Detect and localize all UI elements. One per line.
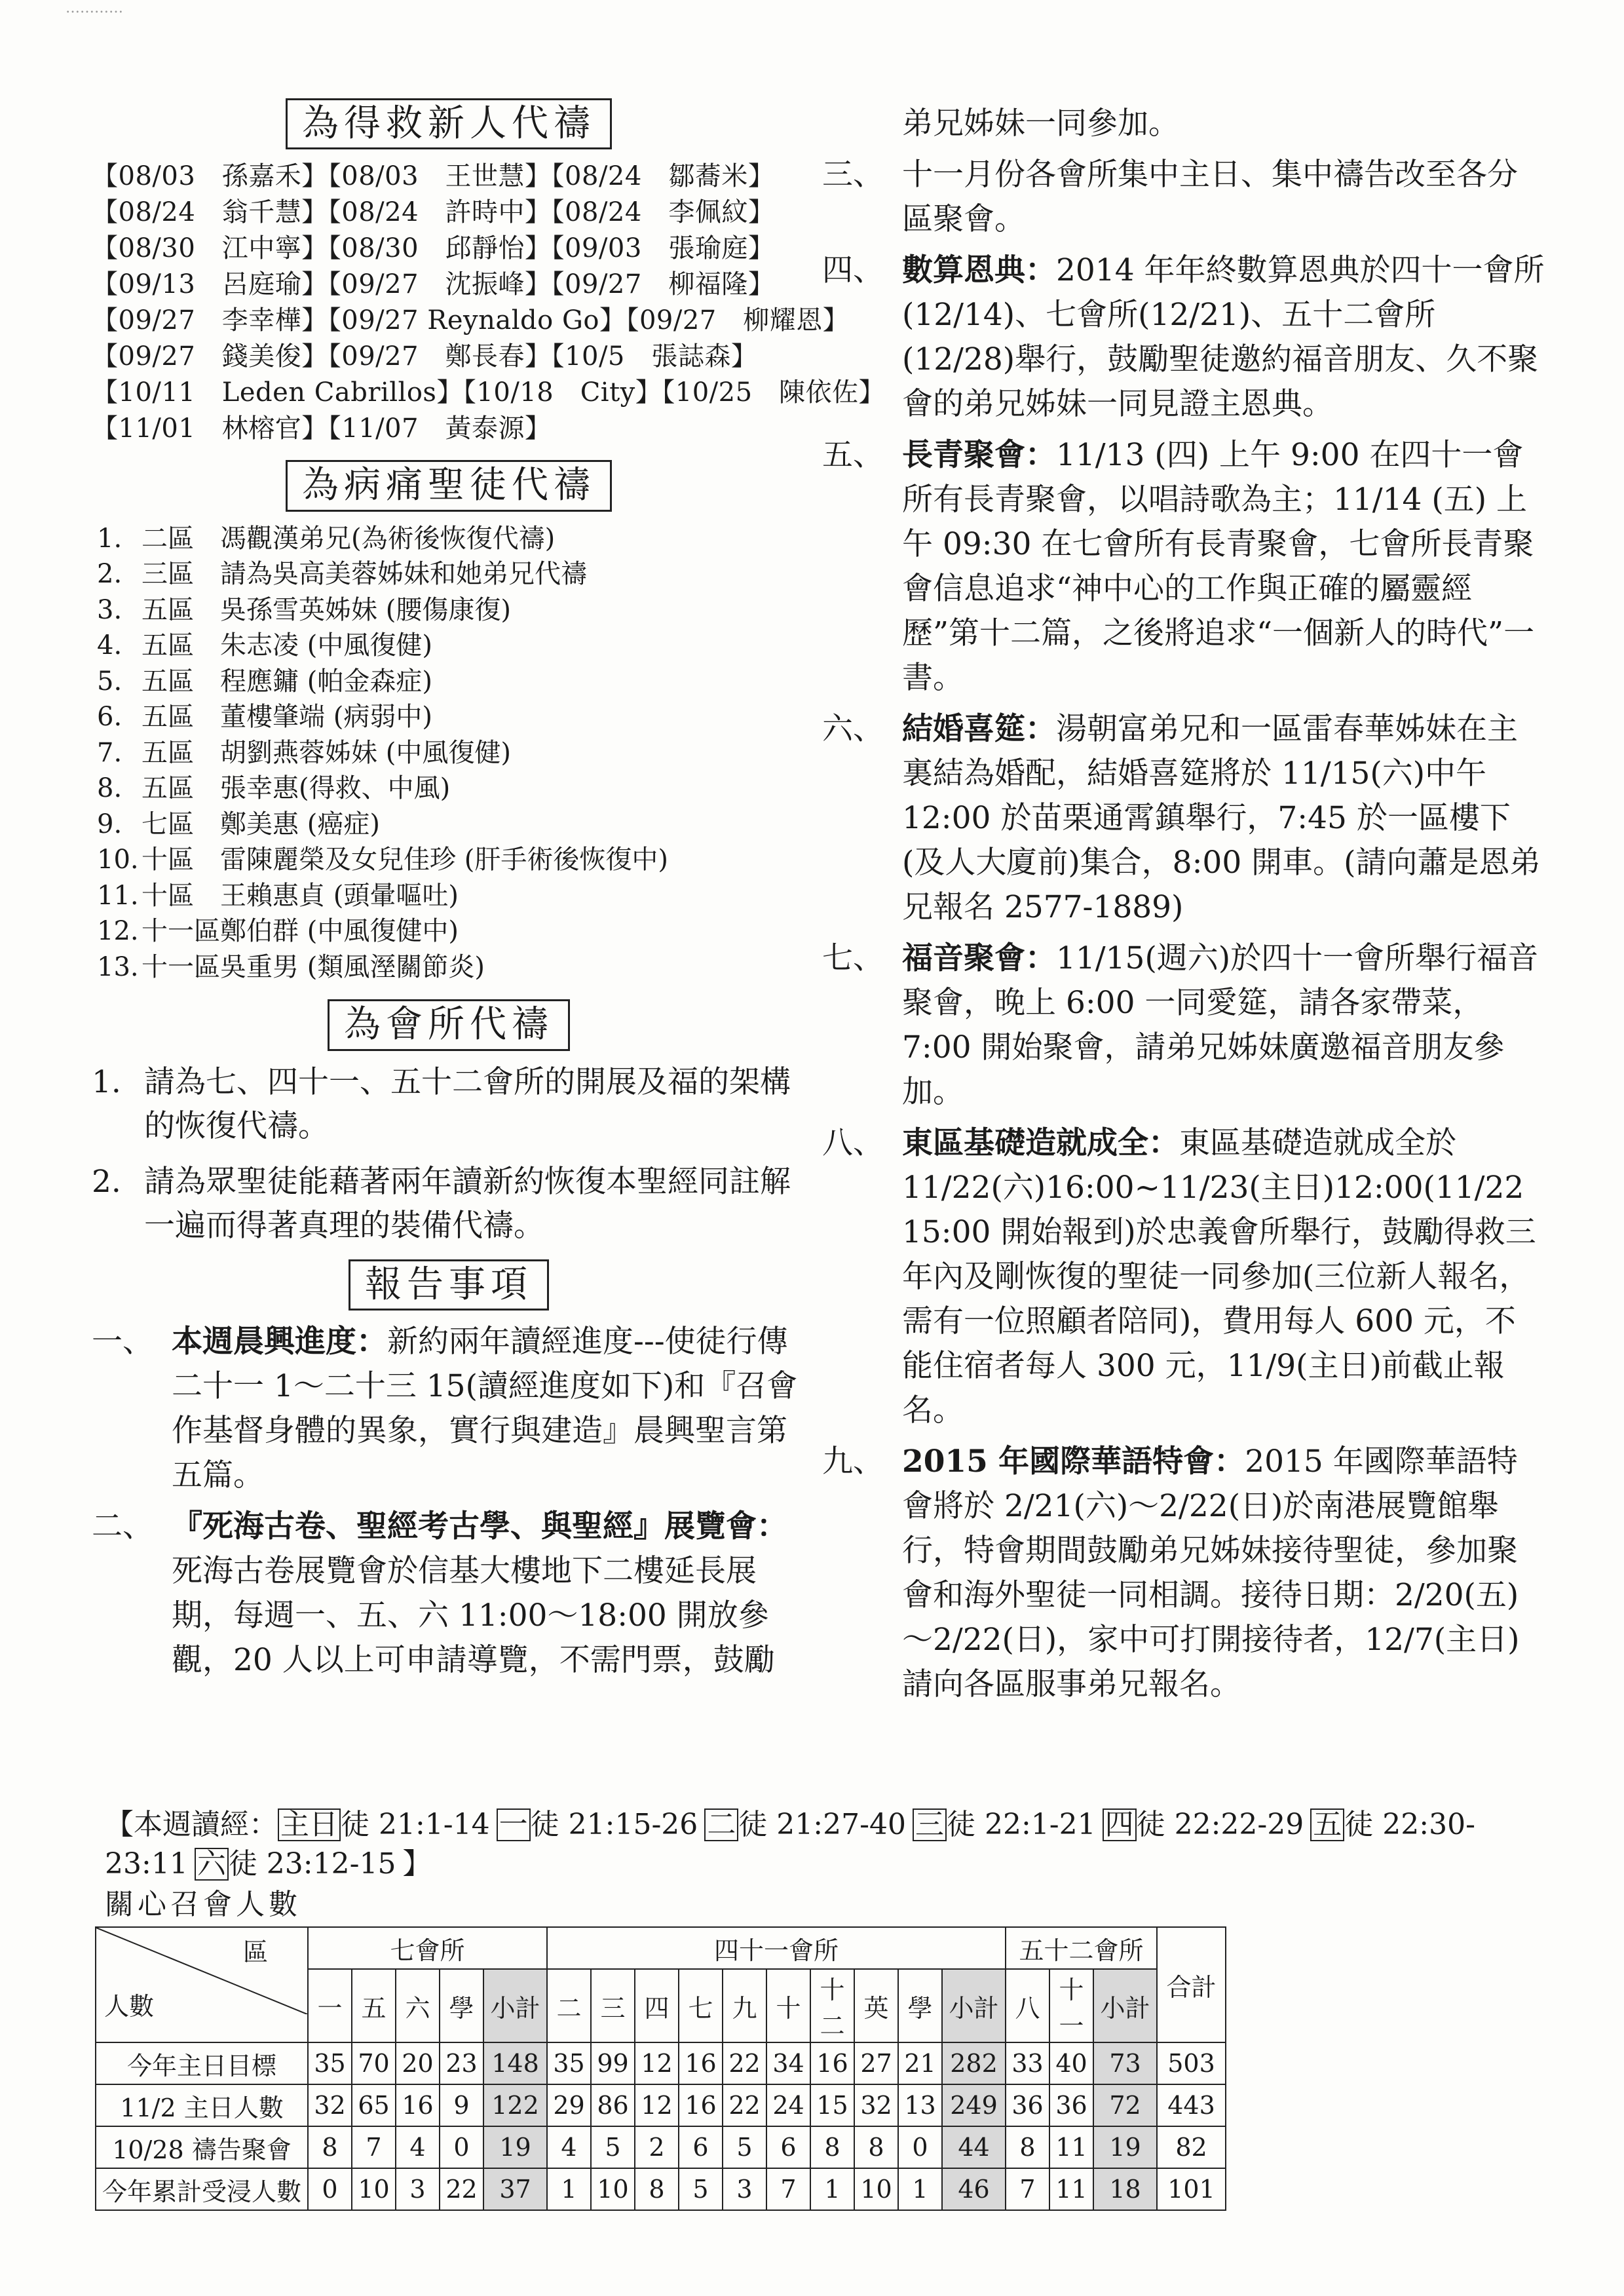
table-cell: 5 — [679, 2168, 723, 2210]
table-cell: 249 — [942, 2084, 1006, 2126]
corner-bottom-label: 人數 — [104, 1992, 155, 2021]
table-cell: 22 — [723, 2042, 766, 2084]
table-cell: 3 — [723, 2168, 766, 2210]
announcement-text: 新約兩年讀經進度---使徒行傳二十一 1～二十三 15(讀經進度如下)和『召會作基督身體的異象，實行與建造』晨興聖言第五篇。 — [172, 1324, 798, 1494]
table-cell: 19 — [483, 2126, 547, 2168]
table-cell: 8 — [1006, 2126, 1049, 2168]
announcement-list-right — [822, 153, 1546, 1707]
sick-saint-item — [97, 556, 806, 592]
announcement-number: 一、 — [92, 1324, 153, 1360]
row-label: 10/28 禱告聚會 — [96, 2126, 308, 2168]
table-cell: 35 — [308, 2042, 352, 2084]
table-cell: 16 — [810, 2042, 854, 2084]
item-number: 10. — [97, 845, 139, 875]
column-header: 小計 — [942, 1969, 1006, 2042]
header-fragment: ………… — [66, 0, 123, 16]
reading-day-box: 五 — [1310, 1808, 1344, 1841]
sick-saint-item — [97, 664, 806, 700]
table-cell: 24 — [766, 2084, 810, 2126]
column-header: 學 — [898, 1969, 942, 2042]
column-header: 一 — [308, 1969, 352, 2042]
district: 二區 — [142, 523, 194, 554]
column-header: 小計 — [483, 1969, 547, 2042]
total-header: 合計 — [1157, 1927, 1226, 2042]
column-header: 英 — [854, 1969, 898, 2042]
district: 五區 — [142, 737, 194, 768]
reading-day-box: 主日 — [278, 1808, 341, 1841]
table-cell: 23 — [440, 2042, 483, 2084]
announcement-item — [822, 936, 1546, 1115]
announcement-number: 五、 — [822, 437, 884, 473]
table-cell: 8 — [308, 2126, 352, 2168]
reading-day-box: 一 — [497, 1808, 531, 1841]
table-cell: 32 — [854, 2084, 898, 2126]
table-cell: 12 — [635, 2042, 679, 2084]
announcement-item — [92, 1504, 806, 1683]
table-cell: 7 — [352, 2126, 396, 2168]
table-cell: 13 — [898, 2084, 942, 2126]
table-cell: 37 — [483, 2168, 547, 2210]
reading-passage: 徒 23:12-15 — [228, 1847, 396, 1881]
table-cell: 65 — [352, 2084, 396, 2126]
prayer-request: 鄭美惠 (癌症) — [220, 809, 380, 839]
sick-saint-item — [97, 878, 806, 914]
column-header: 六 — [396, 1969, 440, 2042]
announcement-body — [172, 1320, 806, 1498]
announcement-heading: 福音聚會： — [902, 940, 1056, 976]
group-header-41: 四十一會所 — [547, 1927, 1006, 1969]
table-cell: 16 — [679, 2084, 723, 2126]
announcement-continuation: 弟兄姊妹一同參加。 — [902, 105, 1179, 142]
district: 五區 — [142, 666, 194, 697]
announcement-body — [902, 707, 1546, 930]
announcement-heading: 本週晨興進度： — [172, 1324, 387, 1360]
table-row — [96, 2084, 1226, 2126]
prayer-request: 董樓肇端 (病弱中) — [220, 702, 432, 733]
column-header: 二 — [547, 1969, 591, 2042]
item-number: 4. — [97, 630, 123, 661]
announcement-item — [822, 1121, 1546, 1433]
table-cell: 19 — [1093, 2126, 1157, 2168]
new-believer-line: 【09/27 錢美俊】【09/27 鄭長春】【10/5 張誌森】 — [92, 341, 758, 372]
meeting-hall-prayer-list — [92, 1060, 806, 1248]
table-cell: 10 — [352, 2168, 396, 2210]
table-cell: 2 — [635, 2126, 679, 2168]
group-header-7: 七會所 — [308, 1927, 547, 1969]
sick-saint-item — [97, 842, 806, 878]
table-cell: 34 — [766, 2042, 810, 2084]
new-believers-list — [92, 159, 886, 447]
right-column — [822, 102, 1546, 1713]
prayer-request: 請為吳高美蓉姊妹和她弟兄代禱 — [220, 559, 587, 590]
new-believer-line: 【09/27 李幸樺】【09/27 Reynaldo Go】【09/27 柳耀恩】 — [92, 305, 850, 336]
table-cell: 33 — [1006, 2042, 1049, 2084]
weekly-bible-reading — [105, 1805, 1533, 1884]
announcement-number: 九、 — [822, 1444, 884, 1480]
district: 五區 — [142, 773, 194, 804]
table-cell: 16 — [396, 2084, 440, 2126]
column-header: 學 — [440, 1969, 483, 2042]
table-cell: 82 — [1157, 2126, 1226, 2168]
item-number: 1. — [97, 523, 123, 554]
reading-passage: 徒 21:27-40 — [738, 1808, 906, 1841]
sick-saint-item — [97, 592, 806, 628]
prayer-request: 王賴惠貞 (頭暈嘔吐) — [220, 880, 459, 911]
item-number: 12. — [97, 916, 139, 947]
table-cell: 21 — [898, 2042, 942, 2084]
district: 十一區 — [142, 916, 220, 947]
table-cell: 0 — [898, 2126, 942, 2168]
announcement-heading: 長青聚會： — [902, 437, 1056, 473]
announcement-heading: 結婚喜筵： — [902, 711, 1056, 747]
announcement-number: 四、 — [822, 252, 884, 288]
column-header: 八 — [1006, 1969, 1049, 2042]
reading-day-box: 六 — [195, 1848, 229, 1881]
announcement-text: 2015 年國際華語特會將於 2/21(六)～2/22(日)於南港展覽館舉行，特會期間鼓勵弟兄姊妹接待聖徒，參加聚會和海外聖徒一同相調。接待日期：2/20(五)～2/22(日)，家中可打開接待者，12/7(主日)請向各區服事弟兄報名。 — [902, 1444, 1520, 1702]
table-cell: 503 — [1157, 2042, 1226, 2084]
new-believer-line: 【08/03 孫嘉禾】【08/03 王世慧】【08/24 鄒蕎米】 — [92, 161, 775, 192]
table-cell: 282 — [942, 2042, 1006, 2084]
prayer-request: 張幸惠(得救、中風) — [220, 773, 451, 804]
announcement-text: 湯朝富弟兄和一區雷春華姊妹在主裏結為婚配，結婚喜筵將於 11/15(六)中午 12:00 於苗栗通霄鎮舉行，7:45 於一區樓下(及人大廈前)集合，8:00 開車。(請向蕭是恩弟兄報名 2577-1889) — [902, 711, 1541, 925]
section-title-new-believers: 為得救新人代禱 — [92, 98, 806, 149]
table-cell: 7 — [766, 2168, 810, 2210]
table-cell: 8 — [810, 2126, 854, 2168]
reading-prefix: 【本週讀經： — [105, 1808, 278, 1841]
table-cell: 70 — [352, 2042, 396, 2084]
reading-passage: 徒 22:22-29 — [1136, 1808, 1304, 1841]
table-cell: 0 — [308, 2168, 352, 2210]
table-cell: 7 — [1006, 2168, 1049, 2210]
group-header-52: 五十二會所 — [1006, 1927, 1157, 1969]
table-cell: 44 — [942, 2126, 1006, 2168]
item-number: 11. — [97, 880, 139, 911]
item-number: 8. — [97, 773, 123, 804]
new-believer-line: 【08/30 江中寧】【08/30 邱靜怡】【09/03 張瑜庭】 — [92, 233, 775, 264]
announcement-item — [822, 1440, 1546, 1707]
prayer-text: 請為七、四十一、五十二會所的開展及福的架構的恢復代禱。 — [144, 1063, 791, 1144]
table-title: 關心召會人數 — [105, 1888, 301, 1921]
announcement-item — [822, 433, 1546, 700]
announcement-item — [822, 707, 1546, 930]
table-cell: 72 — [1093, 2084, 1157, 2126]
table-cell: 4 — [396, 2126, 440, 2168]
table-cell: 1 — [810, 2168, 854, 2210]
row-label: 今年累計受浸人數 — [96, 2168, 308, 2210]
announcement-number: 三、 — [822, 157, 884, 193]
reading-passage: 徒 22:30-23:11 — [105, 1808, 1475, 1881]
prayer-request: 胡劉燕蓉姊妹 (中風復健) — [220, 737, 511, 768]
announcement-body — [172, 1504, 806, 1683]
prayer-request: 程應鏞 (帕金森症) — [220, 666, 432, 697]
announcement-body — [902, 936, 1546, 1115]
district: 五區 — [142, 594, 194, 625]
table-cell: 36 — [1006, 2084, 1049, 2126]
table-cell: 5 — [723, 2126, 766, 2168]
announcement-body — [902, 1121, 1546, 1433]
attendance-table — [95, 1926, 1226, 2211]
announcement-heading: 『死海古卷、聖經考古學、與聖經』展覽會： — [172, 1508, 787, 1545]
announcement-body — [902, 248, 1546, 427]
sick-saint-item — [97, 735, 806, 771]
sick-saint-item — [97, 771, 806, 807]
meeting-hall-prayer-item — [92, 1160, 806, 1248]
table-cell: 11 — [1049, 2126, 1093, 2168]
announcement-text: 11/13 (四) 上午 9:00 在四十一會所有長青聚會，以唱詩歌為主；11/14 (五) 上午 09:30 在七會所有長青聚會，七會所長青聚會信息追求“神中心的工作與正確的屬靈經歷”第十二篇，之後將追求“一個新人的時代”一書。 — [902, 437, 1535, 696]
prayer-request: 雷陳麗榮及女兒佳珍 (肝手術後恢復中) — [220, 845, 668, 875]
table-cell: 40 — [1049, 2042, 1093, 2084]
table-cell: 73 — [1093, 2042, 1157, 2084]
item-number: 2. — [92, 1163, 121, 1200]
prayer-request: 鄭伯群 (中風復健中) — [220, 916, 459, 947]
sick-saint-item — [97, 699, 806, 735]
section-title-announcements: 報告事項 — [92, 1259, 806, 1311]
announcement-text: 2014 年年終數算恩典於四十一會所(12/14)、七會所(12/21)、五十二會所(12/28)舉行，鼓勵聖徒邀約福音朋友、久不聚會的弟兄姊妹一同見證主恩典。 — [902, 252, 1545, 422]
table-cell: 9 — [440, 2084, 483, 2126]
table-cell: 22 — [440, 2168, 483, 2210]
reading-passage: 徒 21:1-14 — [341, 1808, 490, 1841]
announcement-body — [902, 433, 1546, 700]
table-cell: 99 — [591, 2042, 635, 2084]
announcement-text: 死海古卷展覽會於信基大樓地下二樓延長展期，每週一、五、六 11:00～18:00 開放參觀，20 人以上可申請導覽，不需門票，鼓勵 — [172, 1553, 775, 1679]
reading-day-box: 四 — [1103, 1808, 1137, 1841]
announcement-number: 二、 — [92, 1508, 153, 1545]
reading-suffix: 】 — [402, 1847, 432, 1881]
sick-saint-item — [97, 807, 806, 843]
item-number: 7. — [97, 737, 123, 768]
column-header: 十二 — [810, 1969, 854, 2042]
table-cell: 3 — [396, 2168, 440, 2210]
announcement-list-left — [92, 1320, 806, 1683]
prayer-request: 吳重男 (類風溼關節炎) — [220, 951, 485, 982]
announcement-item — [822, 248, 1546, 427]
table-cell: 8 — [635, 2168, 679, 2210]
table-cell: 22 — [723, 2084, 766, 2126]
table-cell: 16 — [679, 2042, 723, 2084]
table-cell: 15 — [810, 2084, 854, 2126]
corner-top-label: 區 — [242, 1938, 268, 1966]
new-believer-line: 【11/01 林榕官】【11/07 黃泰源】 — [92, 413, 552, 444]
table-cell: 32 — [308, 2084, 352, 2126]
reading-passage: 徒 21:15-26 — [530, 1808, 698, 1841]
table-cell: 29 — [547, 2084, 591, 2126]
section-title-meeting-hall: 為會所代禱 — [92, 999, 806, 1050]
table-row — [96, 2126, 1226, 2168]
district: 五區 — [142, 702, 194, 733]
table-cell: 443 — [1157, 2084, 1226, 2126]
table-cell: 10 — [591, 2168, 635, 2210]
column-header: 七 — [679, 1969, 723, 2042]
table-row — [96, 2168, 1226, 2210]
district: 十區 — [142, 880, 194, 911]
new-believer-line: 【09/13 呂庭瑜】【09/27 沈振峰】【09/27 柳福隆】 — [92, 269, 775, 300]
district: 十一區 — [142, 951, 220, 982]
item-number: 6. — [97, 702, 123, 733]
new-believer-line: 【10/11 Leden Cabrillos】【10/18 City】【10/25 陳依佐】 — [92, 377, 886, 408]
table-cell: 6 — [766, 2126, 810, 2168]
item-number: 2. — [97, 559, 123, 590]
sick-saints-list — [92, 521, 806, 985]
item-number: 3. — [97, 594, 123, 625]
announcement-text: 十一月份各會所集中主日、集中禱告改至各分區聚會。 — [902, 157, 1518, 237]
item-number: 1. — [92, 1063, 121, 1100]
table-cell: 20 — [396, 2042, 440, 2084]
table-cell: 5 — [591, 2126, 635, 2168]
meeting-hall-prayer-item — [92, 1060, 806, 1148]
table-cell: 1 — [547, 2168, 591, 2210]
item-number: 5. — [97, 666, 123, 697]
table-cell: 8 — [854, 2126, 898, 2168]
table-cell: 11 — [1049, 2168, 1093, 2210]
table-cell: 36 — [1049, 2084, 1093, 2126]
district: 三區 — [142, 559, 194, 590]
announcement-heading: 數算恩典： — [902, 252, 1056, 288]
sick-saint-item — [97, 913, 806, 949]
announcement-body — [902, 153, 1546, 242]
sick-saint-item — [97, 521, 806, 557]
table-cell: 148 — [483, 2042, 547, 2084]
column-header: 三 — [591, 1969, 635, 2042]
announcement-number: 七、 — [822, 940, 884, 976]
table-cell: 101 — [1157, 2168, 1226, 2210]
table-cell: 35 — [547, 2042, 591, 2084]
table-cell: 27 — [854, 2042, 898, 2084]
table-row — [96, 2042, 1226, 2084]
reading-passage: 徒 22:1-21 — [946, 1808, 1096, 1841]
row-label: 11/2 主日人數 — [96, 2084, 308, 2126]
table-cell: 46 — [942, 2168, 1006, 2210]
item-number: 9. — [97, 809, 123, 839]
row-label: 今年主日目標 — [96, 2042, 308, 2084]
table-corner-cell — [96, 1927, 308, 2042]
prayer-request: 吳孫雪英姊妹 (腰傷康復) — [220, 594, 511, 625]
sick-saint-item — [97, 628, 806, 664]
prayer-request: 朱志凌 (中風復健) — [220, 630, 432, 661]
section-title-sick-saints: 為病痛聖徒代禱 — [92, 460, 806, 511]
reading-day-box: 三 — [913, 1808, 947, 1841]
prayer-request: 馮觀漢弟兄(為術後恢復代禱) — [220, 523, 556, 554]
column-header: 十 — [766, 1969, 810, 2042]
table-cell: 122 — [483, 2084, 547, 2126]
announcement-heading: 2015 年國際華語特會： — [902, 1444, 1245, 1480]
announcement-text: 11/15(週六)於四十一會所舉行福音聚會，晚上 6:00 一同愛筵，請各家帶菜，7:00 開始聚會，請弟兄姊妹廣邀福音朋友參加。 — [902, 940, 1539, 1110]
table-cell: 18 — [1093, 2168, 1157, 2210]
announcement-heading: 東區基礎造就成全： — [902, 1125, 1179, 1161]
announcement-body — [902, 1440, 1546, 1707]
announcement-text: 東區基礎造就成全於 11/22(六)16:00~11/23(主日)12:00(11/22 15:00 開始報到)於忠義會所舉行，鼓勵得救三年內及剛恢復的聖徒一同參加(三位新人報名，需有一位照顧者陪同)，費用每人 600 元，不能住宿者每人 300 元，11/9(主日)前截止報名。 — [902, 1125, 1536, 1428]
district: 七區 — [142, 809, 194, 839]
prayer-text: 請為眾聖徒能藉著兩年讀新約恢復本聖經同註解一遍而得著真理的裝備代禱。 — [144, 1163, 791, 1244]
reading-day-box: 二 — [704, 1808, 738, 1841]
announcement-item — [822, 153, 1546, 242]
district: 五區 — [142, 630, 194, 661]
announcement-number: 六、 — [822, 711, 884, 747]
table-cell: 4 — [547, 2126, 591, 2168]
sick-saint-item — [97, 949, 806, 985]
announcement-item — [92, 1320, 806, 1498]
table-cell: 6 — [679, 2126, 723, 2168]
announcement-number: 八、 — [822, 1125, 884, 1161]
table-cell: 10 — [854, 2168, 898, 2210]
column-header: 十一 — [1049, 1969, 1093, 2042]
table-cell: 12 — [635, 2084, 679, 2126]
column-header: 九 — [723, 1969, 766, 2042]
left-column — [92, 98, 886, 1689]
new-believer-line: 【08/24 翁千慧】【08/24 許時中】【08/24 李佩紋】 — [92, 197, 775, 228]
table-cell: 0 — [440, 2126, 483, 2168]
table-cell: 1 — [898, 2168, 942, 2210]
column-header: 五 — [352, 1969, 396, 2042]
column-header: 小計 — [1093, 1969, 1157, 2042]
column-header: 四 — [635, 1969, 679, 2042]
district: 十區 — [142, 845, 194, 875]
table-cell: 86 — [591, 2084, 635, 2126]
item-number: 13. — [97, 951, 139, 982]
